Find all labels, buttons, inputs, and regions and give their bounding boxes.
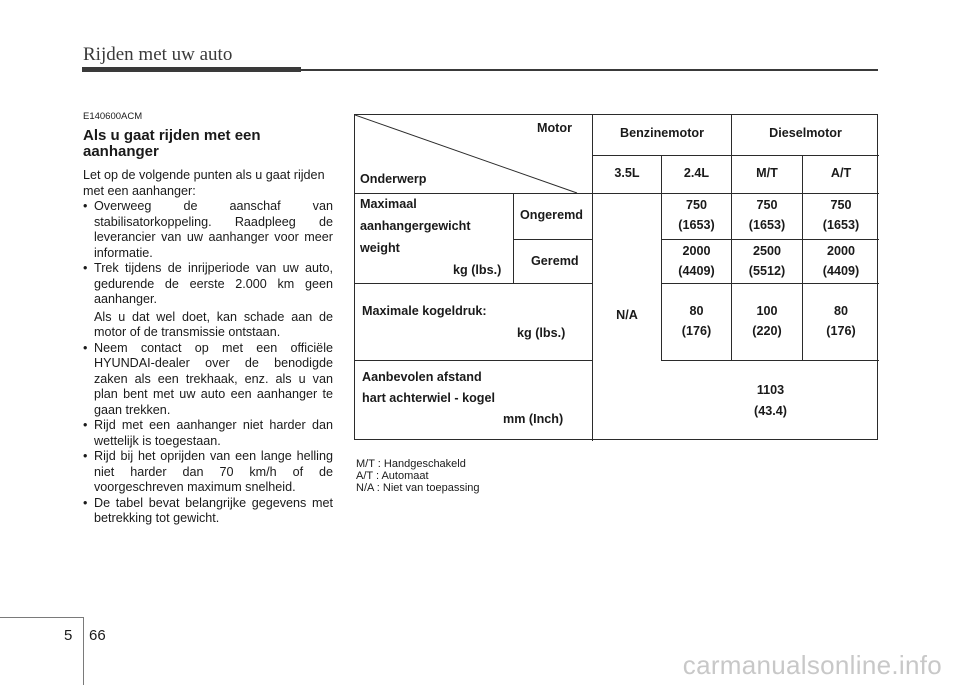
ongeremd-mt-lbs: (1653) — [748, 218, 786, 232]
ongeremd-2-4l-lbs: (1653) — [678, 218, 715, 232]
legend-mt: M/T : Handgeschakeld — [356, 458, 466, 470]
kogeldruk-2-4l: 80 — [689, 304, 704, 318]
geremd-mt-lbs: (5512) — [748, 264, 786, 278]
geremd-at-lbs: (4409) — [822, 264, 860, 278]
row-max-weight-line2: aanhangergewicht — [360, 219, 471, 233]
kogeldruk-mt-lbs: (220) — [752, 324, 782, 338]
ongeremd-mt: 750 — [756, 198, 778, 212]
row-kogeldruk-unit: kg (lbs.) — [517, 326, 566, 340]
ongeremd-at-lbs: (1653) — [822, 218, 860, 232]
col-mt: M/T — [756, 166, 778, 180]
onderwerp-label: Onderwerp — [360, 172, 427, 186]
afstand-value-inch: (43.4) — [754, 404, 787, 418]
geremd-2-4l-lbs: (4409) — [678, 264, 715, 278]
chapter-number: 5 — [64, 627, 73, 644]
list-item: • Rijd met een aanhanger niet harder dan wettelijk is toegestaan. — [83, 418, 333, 448]
page-number: 66 — [89, 627, 106, 644]
legend-na: N/A : Niet van toepassing — [356, 482, 480, 494]
kogeldruk-mt: 100 — [756, 304, 778, 318]
row-afstand-unit: mm (Inch) — [503, 412, 564, 426]
section-heading: Als u gaat rijden met een aanhanger — [83, 127, 261, 160]
ongeremd-label: Ongeremd — [520, 208, 583, 222]
row-max-weight-line1: Maximaal — [360, 197, 417, 211]
header-bar — [82, 67, 301, 72]
geremd-at: 2000 — [826, 244, 856, 258]
list-item: • Trek tijdens de inrijperiode van uw auto, gedurende de eerste 2.000 km geen aanhanger. Als u dat wel doet, kan schade aan de motor of de transmissie ontstaan. — [83, 261, 333, 339]
intro-paragraph: Let op de volgende punten als u gaat rijden met een aanhanger: — [83, 168, 325, 198]
col-2-4l: 2.4L — [683, 166, 710, 180]
row-kogeldruk-label: Maximale kogeldruk: — [362, 304, 487, 318]
col-3-5l: 3.5L — [614, 166, 640, 180]
kogeldruk-2-4l-lbs: (176) — [681, 324, 712, 338]
col-at: A/T — [830, 166, 852, 180]
ongeremd-2-4l: 750 — [685, 198, 707, 212]
trailer-weight-table — [354, 114, 878, 440]
geremd-mt: 2500 — [752, 244, 782, 258]
footer-rule — [0, 617, 83, 618]
diesel-header: Dieselmotor — [769, 126, 842, 140]
row-max-weight-line3: weight — [360, 241, 400, 255]
list-item: • Overweeg de aanschaf van stabilisatorkoppeling. Raadpleeg de leverancier van uw aanhanger voor meer informatie. — [83, 199, 333, 260]
geremd-2-4l: 2000 — [682, 244, 711, 258]
afstand-value: 1103 — [756, 383, 785, 397]
section-code: E140600ACM — [83, 111, 143, 122]
kogeldruk-at: 80 — [833, 304, 848, 318]
benzine-header: Benzinemotor — [620, 126, 704, 140]
row-afstand-line1: Aanbevolen afstand — [362, 370, 482, 384]
list-item: • Rijd bij het oprijden van een lange helling niet harder dan 70 km/h of de voorgeschreven maximum snelheid. — [83, 449, 333, 494]
kogeldruk-at-lbs: (176) — [826, 324, 856, 338]
list-item: • Neem contact op met een officiële HYUNDAI-dealer over de benodigde zaken als een trekhaak, enz. als u van plan bent met uw auto een aanhanger te gaan trekken. — [83, 340, 333, 417]
na-value: N/A — [616, 308, 638, 322]
row-afstand-line2: hart achterwiel - kogel — [362, 391, 495, 405]
geremd-label: Geremd — [531, 254, 579, 268]
header-rule — [301, 69, 878, 71]
chapter-title: Rijden met uw auto — [83, 44, 233, 65]
list-item: • De tabel bevat belangrijke gegevens met betrekking tot gewicht. — [83, 495, 333, 525]
motor-label: Motor — [537, 121, 572, 135]
table-legend — [356, 458, 480, 494]
row-max-weight-unit: kg (lbs.) — [453, 263, 502, 277]
ongeremd-at: 750 — [830, 198, 852, 212]
legend-at: A/T : Automaat — [356, 470, 429, 482]
watermark: carmanualsonline.info — [682, 650, 942, 680]
left-column — [83, 111, 333, 527]
bullet-list — [83, 199, 333, 527]
footer-divider — [83, 617, 84, 685]
